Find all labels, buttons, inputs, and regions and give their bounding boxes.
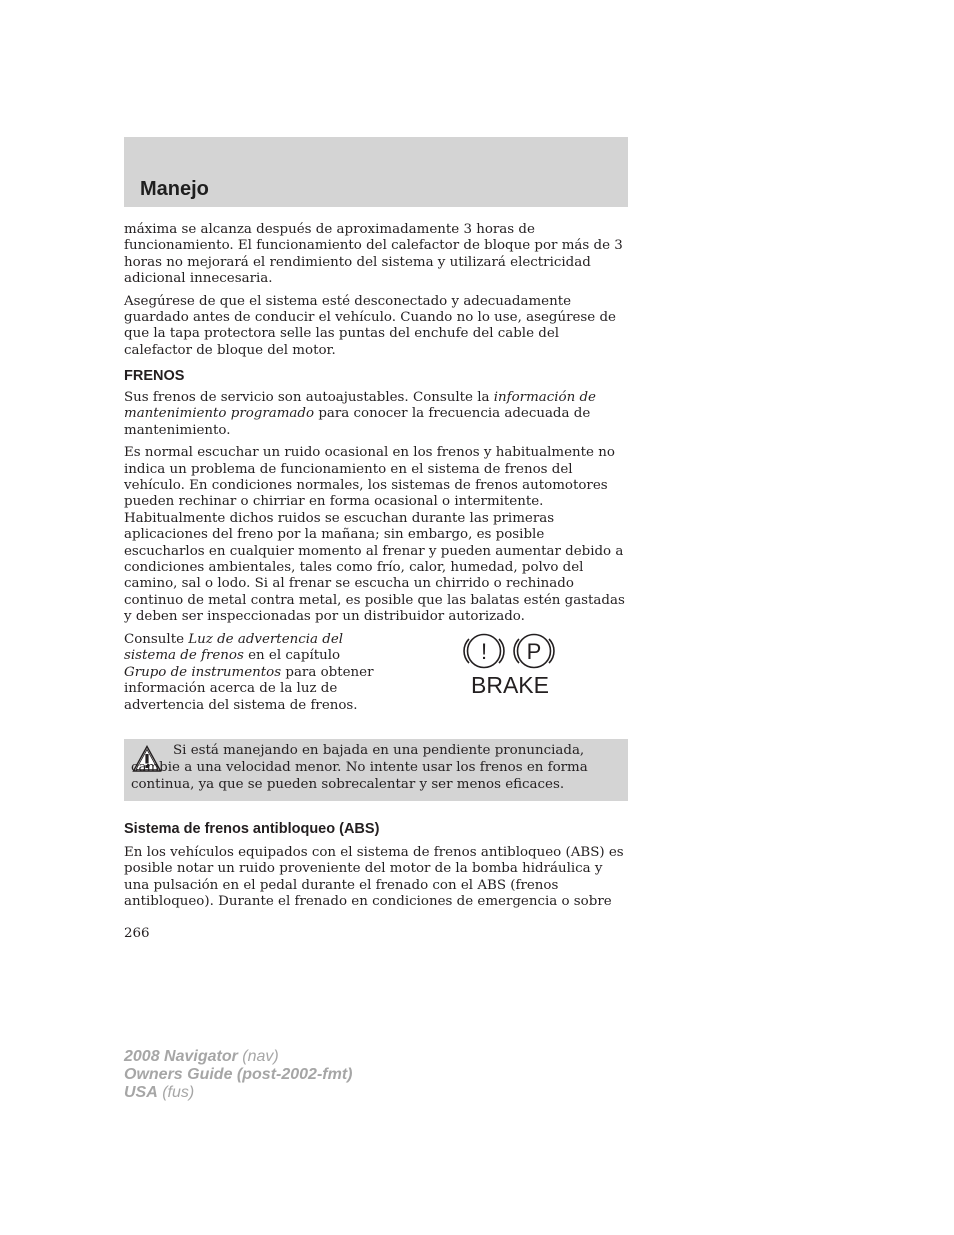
abs-section: [124, 845, 628, 911]
instrument-cluster-reference: Grupo de instrumentos: [124, 664, 282, 680]
document-footer: [124, 1048, 352, 1102]
chapter-title: Manejo: [140, 178, 209, 200]
warning-light-reference: Luz de advertencia del sistema de frenos: [124, 632, 344, 664]
abs-paragraph-1: En los vehículos equipados con el sistema de frenos antibloqueo (ABS) es posible notar un ruido proveniente del motor de la bomba hidráulica y una pulsación en el pedal durante el frenado con el ABS (frenos antibloqueo). Durante el frenado en condiciones de emergencia o sobre: [124, 845, 624, 910]
brakes-paragraph-1: Sus frenos de servicio son autoajustables. Consulte la información de mantenimiento programado para conocer la frecuencia adecuada de mantenimiento.: [124, 390, 596, 438]
intro-paragraph-1: máxima se alcanza después de aproximadamente 3 horas de funcionamiento. El funcionamiento del calefactor de bloque por más de 3 horas no mejorará el rendimiento del sistema y utilizará electricidad adicional innecesaria.: [124, 222, 623, 287]
brakes-section: [124, 390, 628, 626]
footer-line-1: 2008 Navigator (nav): [124, 1048, 279, 1065]
footer-line-2: Owners Guide (post-2002-fmt): [124, 1066, 353, 1083]
chapter-header: [124, 137, 628, 207]
brakes-heading: FRENOS: [124, 368, 185, 384]
brake-park-glyph: P: [526, 639, 542, 664]
maintenance-reference: información de mantenimiento programado: [124, 390, 596, 422]
brake-exclaim-glyph: !: [480, 639, 488, 664]
abs-heading: Sistema de frenos antibloqueo (ABS): [124, 821, 380, 837]
brake-label: BRAKE: [471, 672, 549, 698]
footer-line-3: USA (fus): [124, 1084, 195, 1101]
intro-paragraph-2: Asegúrese de que el sistema esté desconectado y adecuadamente guardado antes de conducir el vehículo. Cuando no lo use, asegúrese de que la tapa protectora selle las puntas del enchufe del cable del calefactor de bloque del motor.: [124, 293, 616, 358]
warning-box: [124, 739, 628, 801]
warning-text: Si está manejando en bajada en una pendiente pronunciada, cambie a una velocidad menor. No intente usar los frenos en forma continua, ya que se pueden sobrecalentar y ser menos eficaces.: [131, 743, 588, 792]
brakes-paragraph-2: Es normal escuchar un ruido ocasional en los frenos y habitualmente no indica un problema de funcionamiento en el sistema de frenos del vehículo. En condiciones normales, los sistemas de frenos automotores pueden rechinar o chirriar en forma ocasional o intermitente. Habitualmente dichos ruidos se escuchan durante las primeras aplicaciones del freno por la mañana; sin embargo, es posible escucharlos en cualquier momento al frenar y pueden aumentar debido a condiciones ambientales, tales como frío, calor, humedad, polvo del camino, sal o lodo. Si al frenar se escucha un chirrido o rechinado continuo de metal contra metal, es posible que las balatas estén gastadas y deben ser inspeccionadas por un distribuidor autorizado.: [124, 445, 625, 625]
intro-section: [124, 222, 628, 359]
brakes-paragraph-3: Consulte Luz de advertencia del sistema de frenos en el capítulo Grupo de instrumentos para obtener información acerca de la luz de advertencia del sistema de frenos.: [124, 632, 374, 713]
brake-warning-icon: [462, 632, 558, 698]
page-number: 266: [124, 926, 150, 941]
